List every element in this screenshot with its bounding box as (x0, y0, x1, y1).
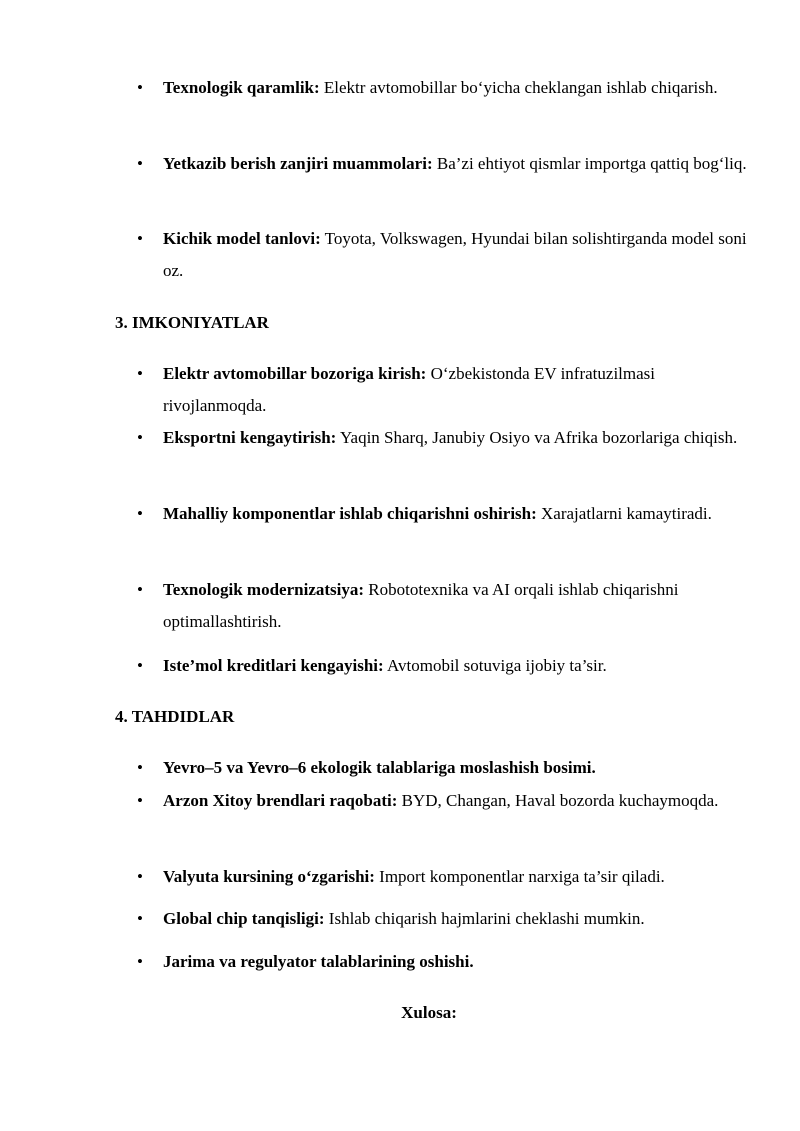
bullet: • (137, 154, 143, 173)
list-item-term: Valyuta kursining o‘zgarishi: (163, 867, 375, 886)
section-heading-opportunities: 3. IMKONIYATLAR (115, 313, 269, 332)
bullet: • (137, 580, 143, 599)
list-item-term: Eksportni kengaytirish: (163, 428, 337, 447)
list-item-description: Xarajatlarni kamaytiradi. (536, 504, 712, 523)
list-item-description: BYD, Changan, Haval bozorda kuchaymoqda. (397, 791, 719, 810)
list-item-text (163, 72, 748, 104)
list-item-term: Kichik model tanlovi: (163, 229, 321, 248)
list-item-term: Yevro–5 va Yevro–6 ekologik talablariga moslashish bosimi. (163, 758, 596, 777)
list-item-text (163, 861, 748, 893)
bullet: • (137, 364, 143, 383)
list-item-text (163, 498, 748, 530)
bullet: • (137, 758, 143, 777)
list-item-description: Import komponentlar narxiga ta’sir qiladi. (374, 867, 665, 886)
list-item-term: Elektr avtomobillar bozoriga kirish: (163, 364, 427, 383)
list-item-term: Texnologik modernizatsiya: (163, 580, 365, 599)
list-item-description: Yaqin Sharq, Janubiy Osiyo va Afrika bozorlariga chiqish. (336, 428, 738, 447)
list-item-description: Elektr avtomobillar bo‘yicha cheklangan ishlab chiqarish. (319, 78, 718, 97)
list-item-description: Ba’zi ehtiyot qismlar importga qattiq bog‘liq. (432, 154, 747, 173)
list-item-term: Mahalliy komponentlar ishlab chiqarishni oshirish: (163, 504, 537, 523)
bullet: • (137, 656, 143, 675)
list-item-text (163, 422, 748, 454)
list-item-term: Iste’mol kreditlari kengayishi: (163, 656, 384, 675)
list-item-text (163, 752, 748, 784)
list-item-term: Yetkazib berish zanjiri muammolari: (163, 154, 433, 173)
list-item-text (163, 903, 748, 935)
list-item-term: Arzon Xitoy brendlari raqobati: (163, 791, 398, 810)
bullet: • (137, 909, 143, 928)
list-item-description: Ishlab chiqarish hajmlarini cheklashi mumkin. (324, 909, 645, 928)
list-item-description: Avtomobil sotuviga ijobiy ta’sir. (383, 656, 607, 675)
list-item-text (163, 574, 748, 638)
list-item-text (163, 223, 748, 287)
list-item-description: O‘zbekistonda EV infratuzilmasi rivojlanmoqda. (163, 364, 655, 415)
bullet: • (137, 229, 143, 248)
list-item-term: Jarima va regulyator talablarining oshishi. (163, 952, 474, 971)
list-item-description: Robototexnika va AI orqali ishlab chiqarishni optimallashtirish. (163, 580, 679, 631)
bullet: • (137, 504, 143, 523)
list-item-text (163, 148, 748, 180)
bullet: • (137, 867, 143, 886)
section-heading-threats: 4. TAHDIDLAR (115, 707, 235, 726)
bullet: • (137, 428, 143, 447)
list-item-text (163, 785, 748, 817)
bullet: • (137, 952, 143, 971)
conclusion-heading: Xulosa: (401, 1003, 457, 1022)
list-item-term: Texnologik qaramlik: (163, 78, 320, 97)
list-item-text (163, 650, 748, 682)
list-item-term: Global chip tanqisligi: (163, 909, 325, 928)
bullet: • (137, 78, 143, 97)
bullet: • (137, 791, 143, 810)
list-item-description: Toyota, Volkswagen, Hyundai bilan solishtirganda model soni oz. (163, 229, 747, 280)
list-item-text (163, 946, 748, 978)
list-item-text (163, 358, 748, 422)
